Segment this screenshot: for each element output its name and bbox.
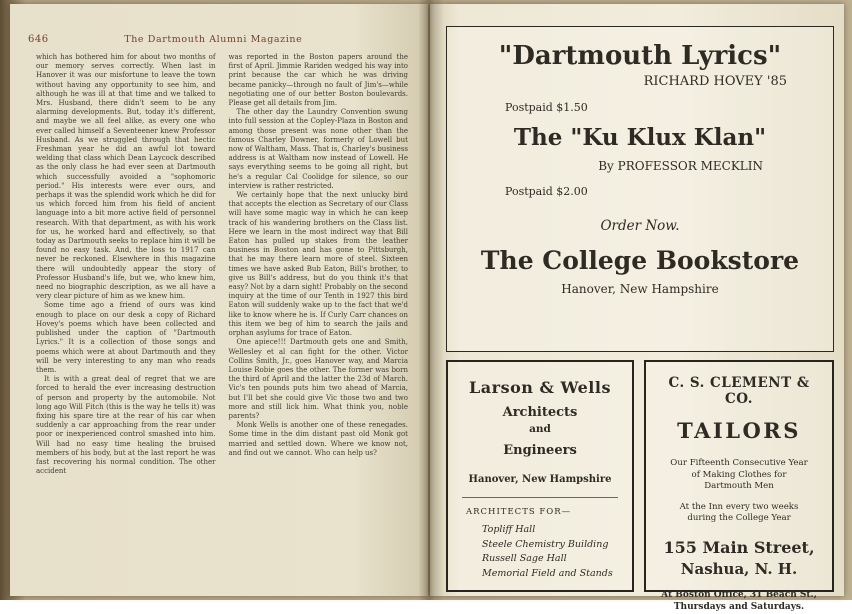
college-bookstore-ad [446,26,834,352]
ad-book-title-2: The "Ku Klux Klan" [513,124,767,151]
body-columns [10,45,428,599]
column-2 [229,53,409,599]
ad-order-now: Order Now. [600,218,680,234]
ad-book-price-1: Postpaid $1.50 [505,101,588,114]
clement-tailors-ad [644,360,834,612]
ad-firm-line3: Engineers [503,443,577,458]
ad-projects-heading: ARCHITECTS FOR— [466,507,572,517]
paragraph: The other day the Laundry Convention swung into full session at the Copley-Plaza in Boston and among those present was none other than the famous Charley Downer, formerly of Lowell but now of Waltham, Mass. That is, Charley's business address is at Waltham now instead of Lowell. He says everything seems to be going all right, but he's a regular Cal Coolidge for silence, so our interview is rather restricted. [228,108,408,190]
project-item: Memorial Field and Stands [482,567,613,579]
page-header [10,4,428,45]
right-page [430,4,844,612]
ad-store-location: Hanover, New Hampshire [561,282,719,296]
ad-tailor-line1: Our Fifteenth Consecutive Year of Making Clothes for Dartmouth Men [670,458,808,491]
ad-book-price-2: Postpaid $2.00 [505,185,588,198]
ad-book-title-1: "Dartmouth Lyrics" [498,41,782,71]
ad-firm-line2: and [529,423,551,435]
paragraph: Some time ago a friend of ours was kind enough to place on our desk a copy of Richard Hovey's poems which have been collected and published under the caption of "Dartmouth Lyrics." It is a collection of those songs and poems which were at about Dartmouth and they will be very interesting to any man who reads them. [36,301,216,374]
paragraph: It is with a great deal of regret that we are forced to herald the ever increasing destruction of person and property by the automobile. Not long ago Will Fitch (this is the way he tells it) was fixing his spare tire at the rear of his car when suddenly a car approaching from the rear under poor or inexperienced control smashed into him. Will had no easy time healing the bruised members of his body, but at the last report he was fast recovering his normal condition. The other accident [36,375,216,476]
ad-tailor-address1: 155 Main Street, [663,537,815,557]
ad-firm-line1: Architects [502,405,578,420]
paragraph: which has bothered him for about two months of our memory serves correctly. When last in Hanover it was our misfortune to leave the town without having any opportunity to see him, and although he was ill at that time and we talked to Mrs. Husband, there didn't seem to be any alarming developments. But, today it's different, and maybe we all feel alike, as every one who ever called himself a Seventeener knew Professor Husband. As we struggled through that hectic Freshman year he did an awful lot toward welding that class which Dean Laycock described as the only class he had ever seen at Dartmouth which successfully avoided a "sophomoric period." His interests were ever ours, and perhaps it was the splendid work which he did for us which forced him from his field of ancient language into a bit more active field of personnel research. With that department, as with his work for us, he worked hard and effectively, so that today as Dartmouth seeks to replace him it will be found no easy task. And, the loss to 1917 can never be reckoned. Elsewhere in this magazine there will undoubtedly appear the story of Professor Husband's life, but we, who knew him, need no biographic description, as we all have a very clear picture of him as we knew him. [36,53,216,301]
project-item: Steele Chemistry Building [482,538,609,550]
paragraph: One apiece!!! Dartmouth gets one and Smith, Wellesley et al can fight for the other. Victor Collins Smith, Jr., goes Hanover way, and Marcia Louise Robie goes the other. The former was born the third of April and the latter the 23d of March. Vic's ten pounds puts him two ahead of Marcia, but I'll bet she could give Vic those two and two more and still lick him. What think you, noble parents? [228,338,408,420]
paragraph: Monk Wells is another one of these renegades. Some time in the dim distant past old Monk got married and settled down. Where we know not, and find out we cannot. Who can help us? [228,421,408,457]
page-number: 646 [28,34,49,45]
ad-tailor-address2: Nashua, N. H. [680,559,798,578]
paragraph: was reported in the Boston papers around the first of April. Jimmie Rariden wedged his way into print because the car which he was driving became panicky—through no fault of Jim's—while negotiating one of our better Boston boulevards. Please get all details from Jim. [228,53,408,108]
left-page [10,4,428,596]
ad-tailor-title: TAILORS [677,418,801,443]
ad-book-author-2: By PROFESSOR MECKLIN [598,159,763,173]
ad-tailor-boston [656,589,822,614]
ad-tailor-boston1: At Boston Office, 31 Beach St., [661,589,817,600]
ad-firm-name: Larson & Wells [469,378,611,397]
larson-wells-ad [446,360,634,592]
ad-firm-location: Hanover, New Hampshire [468,474,612,485]
column-1 [36,53,216,599]
divider [462,497,618,498]
magazine-title: The Dartmouth Alumni Magazine [124,34,303,45]
ad-tailor-name: C. S. CLEMENT & CO. [668,375,810,407]
project-item: Topliff Hall [482,524,536,535]
ad-book-author-1: RICHARD HOVEY '85 [643,74,787,89]
ad-tailor-line2: At the Inn every two weeks during the College Year [679,501,799,523]
project-item: Russell Sage Hall [482,553,567,564]
paragraph: We certainly hope that the next unlucky bird that accepts the election as Secretary of our Class will have some magic way in which he can keep track of his wandering brothers on the Class list. Here we learn in the most indirect way that Bill Eaton has pulled up stakes from the leather business in Boston and has gone to Pittsburgh, that he may there learn more of steel. Sixteen times we have asked Bub Eaton, Bill's brother, to give us Bill's address, but do you think it's that easy? Not by a darn sight! Probably on the second inquiry at the time of our Tenth in 1927 this bird Eaton will suddenly wake up to the fact that we'd like to know where he is. If Curly Carr chances on this item we beg of him to search the jails and orphan asylums for trace of Eaton. [228,191,408,338]
ad-tailor-boston2: Thursdays and Saturdays. [673,602,805,612]
ad-projects-list [448,523,632,581]
ad-store-name: The College Bookstore [480,246,800,275]
